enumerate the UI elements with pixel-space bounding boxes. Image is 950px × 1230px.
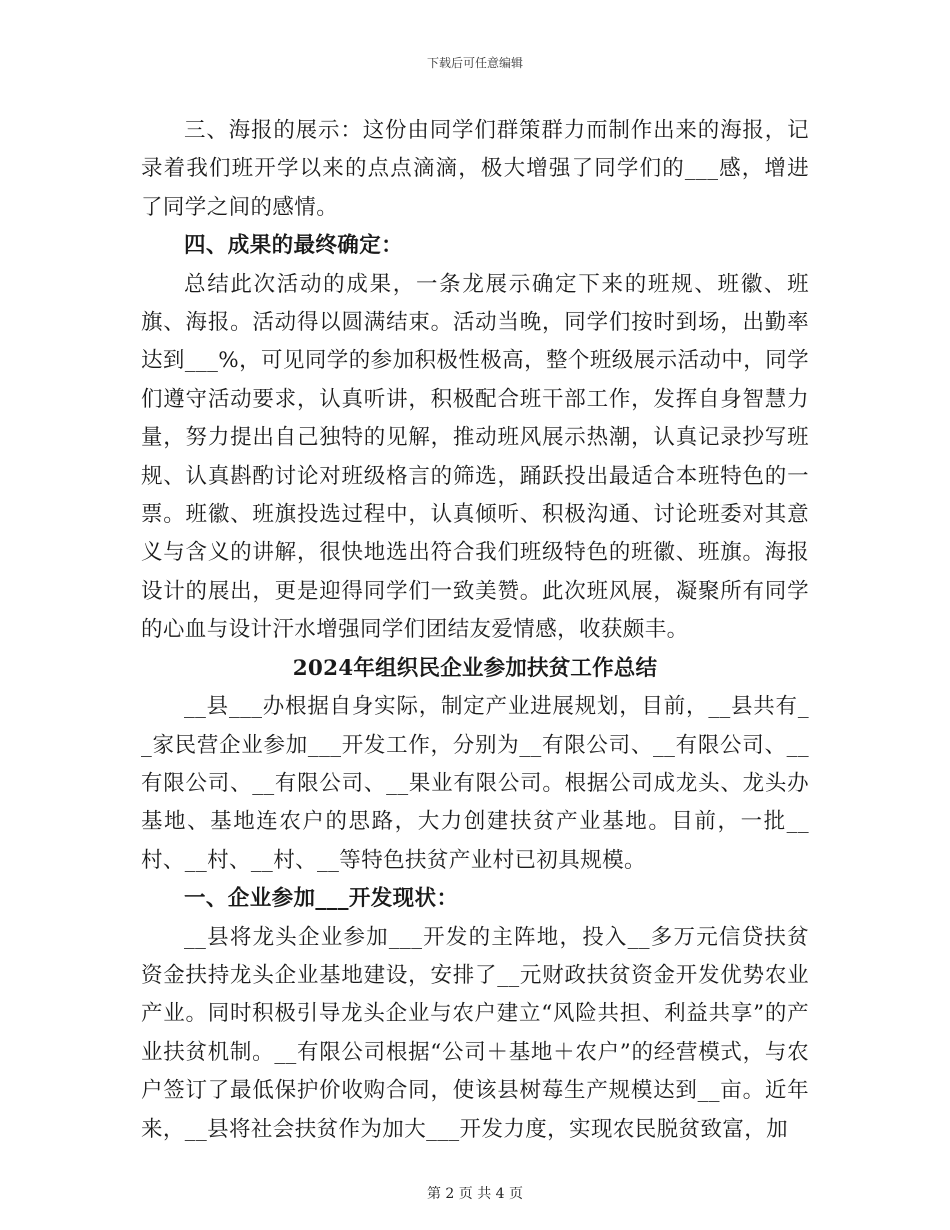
paragraph-county-overview: __县___办根据自身实际，制定产业进展规划，目前，__县共有__家民营企业参加___开发工作，分别为__有限公司、__有限公司、__有限公司、__有限公司、__果业有限公司。根据公司成龙头、龙头办基地、基地连农户的思路，大力创建扶贫产业基地。目前，一批__村、__村、__村、__等特色扶贫产业村已初具规模。 bbox=[141, 694, 809, 873]
paragraph-activity-summary: 总结此次活动的成果，一条龙展示确定下来的班规、班徽、班旗、海报。活动得以圆满结束。活动当晚，同学们按时到场，出勤率达到___%，可见同学的参加积极性极高，整个班级展示活动中，同学们遵守活动要求，认真听讲，积极配合班干部工作，发挥自身智慧力量，努力提出自己独特的见解，推动班风展示热潮，认真记录抄写班规、认真斟酌讨论对班级格言的筛选，踊跃投出最适合本班特色的一票。班徽、班旗投选过程中，认真倾听、积极沟通、讨论班委对其意义与含义的讲解，很快地选出符合我们班级特色的班徽、班旗。海报设计的展出，更是迎得同学们一致美赞。此次班风展，凝聚所有同学的心血与设计汗水增强同学们团结友爱情感，收获颇丰。 bbox=[141, 271, 809, 643]
paragraph-enterprise-details: __县将龙头企业参加___开发的主阵地，投入__多万元信贷扶贫资金扶持龙头企业基地建设，安排了__元财政扶贫资金开发优势农业产业。同时积极引导龙头企业与农户建立“风险共担、利益共享”的产业扶贫机制。__有限公司根据“公司＋基地＋农户”的经营模式，与农户签订了最低保护价收购合同，使该县树莓生产规模达到__亩。近年来，__县将社会扶贫作为加大___开发力度，实现农民脱贫致富，加 bbox=[141, 924, 809, 1142]
document-title: 2024年组织民企业参加扶贫工作总结 bbox=[292, 655, 658, 681]
page-header: 下载后可任意编辑 bbox=[426, 56, 523, 70]
section-heading-enterprise-status: 一、企业参加___开发现状： bbox=[184, 886, 459, 912]
page-footer: 第 2 页 共 4 页 bbox=[426, 1186, 524, 1202]
section-heading-final-results: 四、成果的最终确定： bbox=[184, 233, 404, 259]
paragraph-poster-display: 三、海报的展示：这份由同学们群策群力而制作出来的海报，记录着我们班开学以来的点点滴滴，极大增强了同学们的___感，增进了同学之间的感情。 bbox=[141, 118, 809, 220]
document-body bbox=[141, 112, 809, 1149]
